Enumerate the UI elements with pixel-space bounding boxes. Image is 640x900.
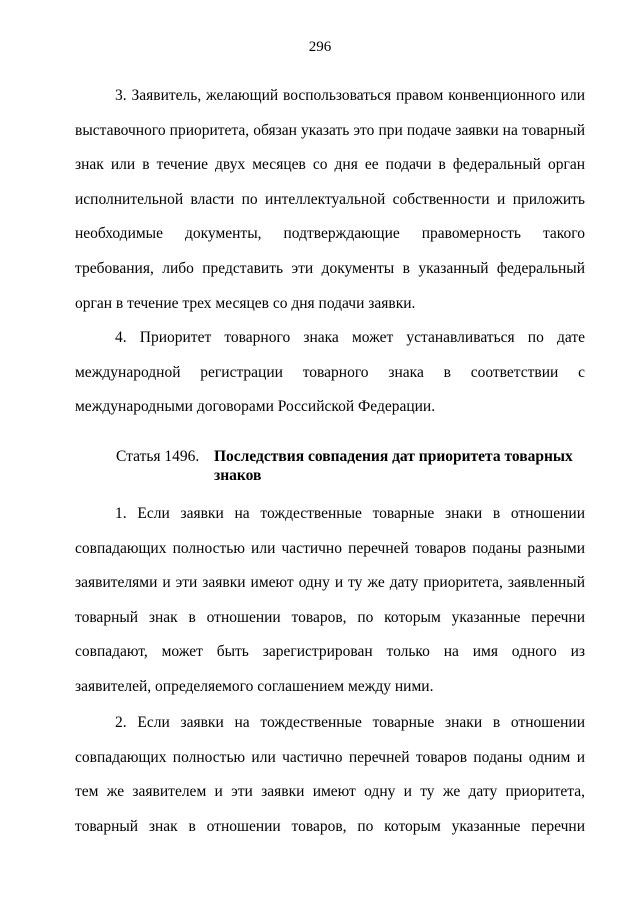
- page-number: 296: [308, 39, 332, 55]
- article-heading: [116, 447, 586, 485]
- paragraph-text: 4. Приоритет товарного знака может устанавливаться по дате международной регистрации товарного знака в соответствии с международными договорами Российской Федерации.: [75, 329, 585, 416]
- paragraph-1: [75, 497, 585, 705]
- paragraph-text: 2. Если заявки на тождественные товарные знаки в отношении совпадающих полностью или частично перечней товаров поданы одним и тем же заявителем и эти заявки имеют одну и ту же дату приоритета, товарный знак в отношении товаров, по которым указанные перечни: [75, 714, 585, 835]
- paragraph-text: 3. Заявитель, желающий воспользоваться правом конвенционного или выставочного приоритета, обязан указать это при подаче заявки на товарный знак или в течение двух месяцев со дня ее подачи в федеральный орган исполнительной власти по интеллектуальной собственности и приложить необходимые документы, подтверждающие правомерность такого требования, либо представить эти документы в указанный федеральный орган в течение трех месяцев со дня подачи заявки.: [75, 87, 585, 312]
- article-title: Последствия совпадения дат приоритета товарных знаков: [214, 448, 573, 484]
- paragraph-2: [75, 706, 585, 844]
- paragraph-3: [75, 79, 585, 321]
- paragraph-4: [75, 321, 585, 425]
- paragraph-text: 1. Если заявки на тождественные товарные знаки в отношении совпадающих полностью или частично перечней товаров поданы разными заявителями и эти заявки имеют одну и ту же дату приоритета, заявленный товарный знак в отношении товаров, по которым указанные перечни совпадают, может быть зарегистрирован только на имя одного из заявителей, определяемого соглашением между ними.: [75, 505, 585, 695]
- article-number: Статья 1496.: [116, 448, 200, 465]
